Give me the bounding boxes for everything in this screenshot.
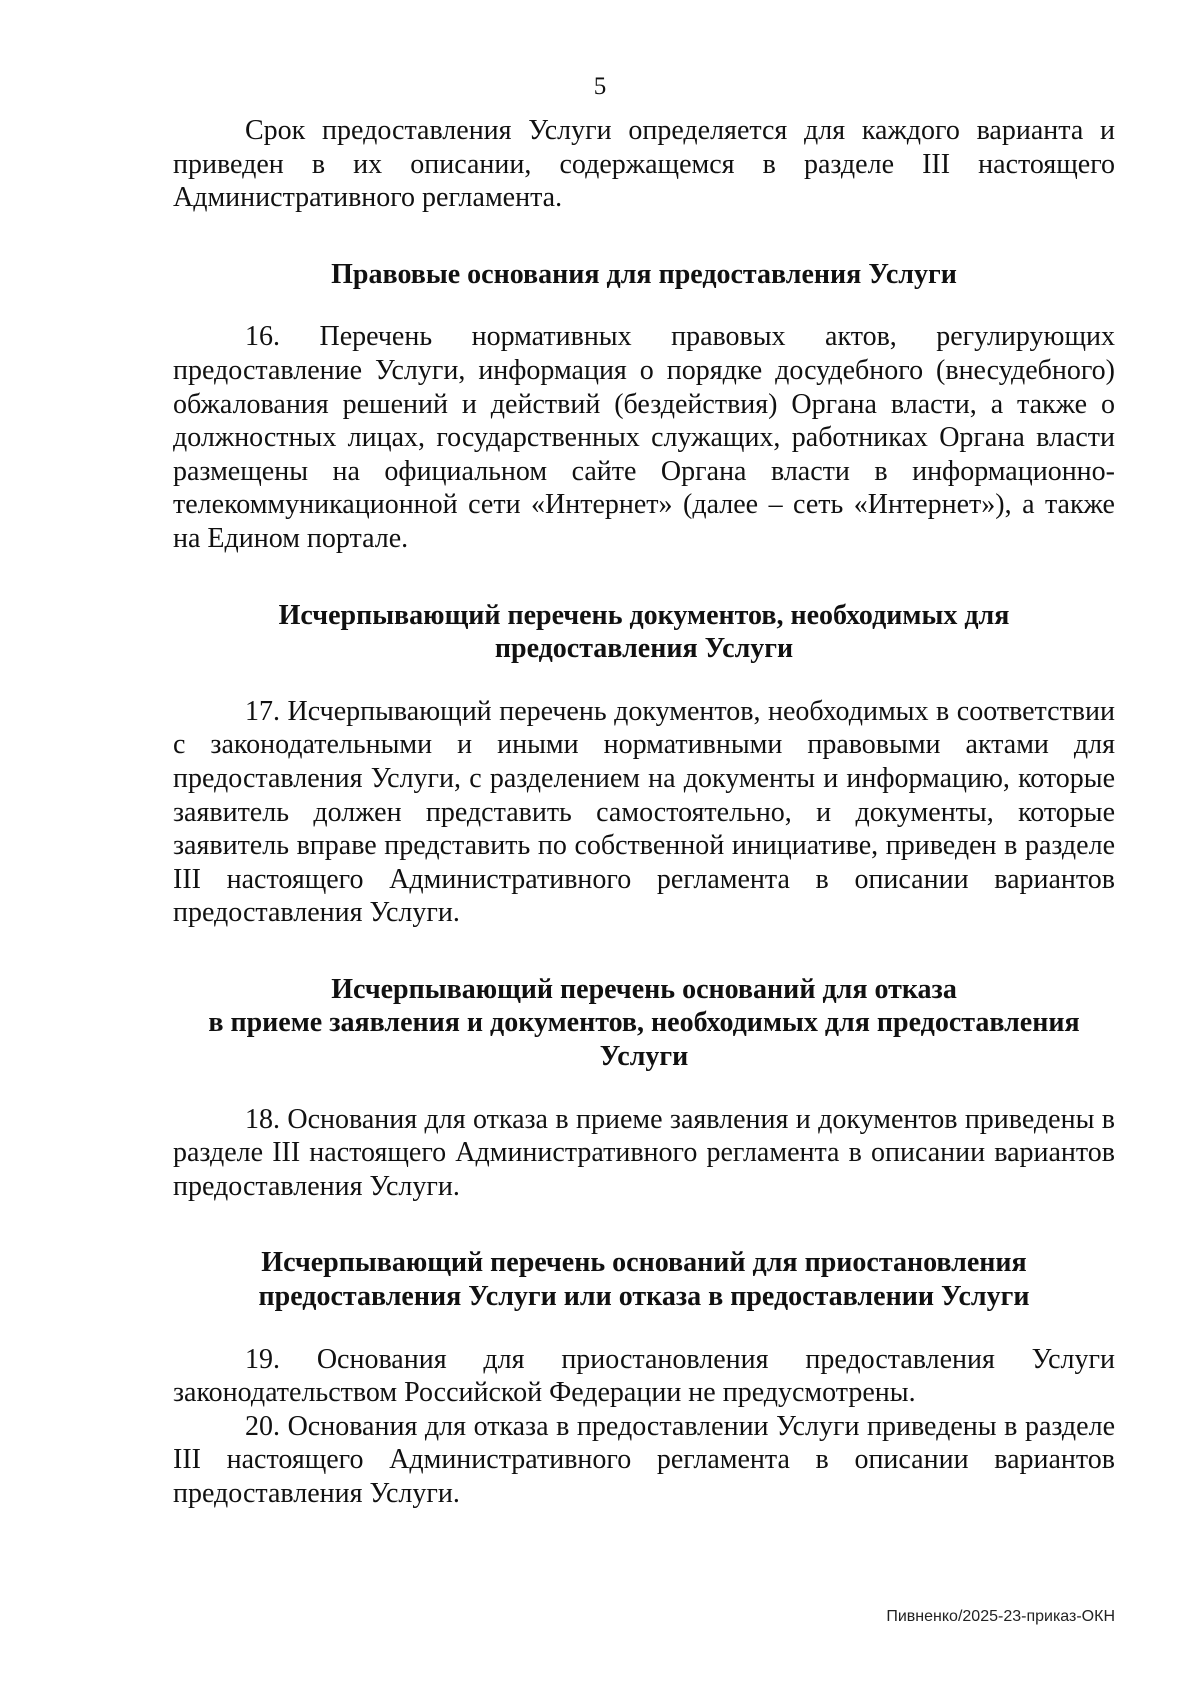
heading-line: в приеме заявления и документов, необходимых для предоставления	[208, 1007, 1080, 1039]
heading-legal-grounds	[173, 258, 1115, 292]
heading-line: предоставления Услуги или отказа в предоставлении Услуги	[258, 1281, 1030, 1313]
page-number: 5	[593, 73, 607, 100]
heading-legal-grounds-text: Правовые основания для предоставления Услуги	[331, 258, 957, 290]
heading-line: Исчерпывающий перечень оснований для приостановления	[261, 1247, 1027, 1279]
heading-line: Исчерпывающий перечень документов, необходимых для	[278, 599, 1010, 631]
document-body	[173, 114, 1115, 1511]
heading-line: предоставления Услуги	[494, 633, 794, 665]
paragraph-service-term: Срок предоставления Услуги определяется для каждого варианта и приведен в их описании, содержащемся в разделе III настоящего Административного регламента.	[173, 115, 1115, 214]
document-code: Пивненко/2025-23-приказ-ОКН	[886, 1608, 1115, 1625]
heading-line: Услуги	[599, 1041, 689, 1073]
paragraph-18: 18. Основания для отказа в приеме заявления и документов приведены в разделе III настоящего Административного регламента в описании вариантов предоставления Услуги.	[173, 1103, 1115, 1202]
heading-refusal-grounds	[173, 973, 1115, 1074]
paragraph-16: 16. Перечень нормативных правовых актов, регулирующих предоставление Услуги, информация о порядке досудебного (внесудебного) обжалования решений и действий (бездействия) Органа власти, а также о должностных лицах, государственных служащих, работниках Органа власти размещены на официальном сайте Органа власти в информационно-телекоммуникационной сети «Интернет» (далее – сеть «Интернет»), а также на Едином портале.	[173, 321, 1115, 554]
paragraph-20: 20. Основания для отказа в предоставлении Услуги приведены в разделе III настоящего Административного регламента в описании вариантов предоставления Услуги.	[173, 1410, 1115, 1509]
paragraph-17: 17. Исчерпывающий перечень документов, необходимых в соответствии с законодательными и иными нормативными правовыми актами для предоставления Услуги, с разделением на документы и информацию, которые заявитель должен представить самостоятельно, и документы, которые заявитель вправе представить по собственной инициативе, приведен в разделе III настоящего Административного регламента в описании вариантов предоставления Услуги.	[173, 695, 1115, 929]
heading-required-documents	[173, 599, 1115, 666]
paragraph-19: 19. Основания для приостановления предоставления Услуги законодательством Российской Федерации не предусмотрены.	[173, 1343, 1115, 1409]
heading-suspension-grounds	[173, 1246, 1115, 1313]
heading-line: Исчерпывающий перечень оснований для отказа	[331, 973, 957, 1005]
